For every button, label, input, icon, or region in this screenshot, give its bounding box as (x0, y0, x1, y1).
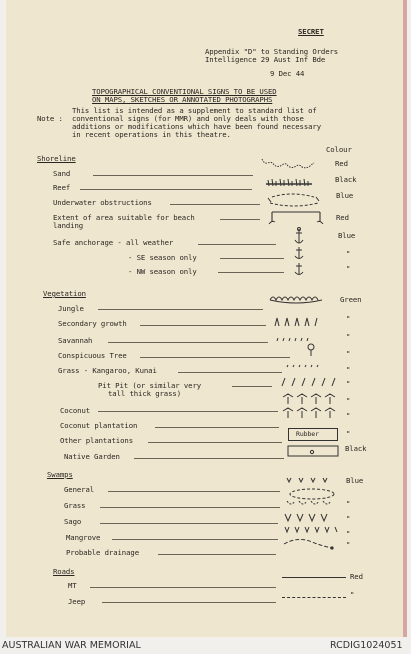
leader-line (108, 342, 268, 343)
leader-line (170, 204, 260, 205)
leader-line (148, 442, 282, 443)
leader-line (112, 539, 278, 540)
coconut-plantation-symbol (282, 406, 342, 420)
jeep-road-symbol (282, 597, 346, 598)
plantation-symbol-text: Rubber (296, 430, 319, 438)
sand-symbol (260, 155, 316, 169)
mt-road-symbol (282, 577, 346, 578)
colour-value: " (346, 349, 351, 358)
colour-value: Red (350, 572, 363, 581)
leader-line (102, 602, 276, 603)
colour-value: " (346, 396, 351, 405)
note-line4: in recent operations in this theatre. (72, 130, 231, 139)
classification: SECRET (298, 27, 324, 36)
note-line3: additions or modifications which have been found necessary (72, 122, 322, 131)
leader-line (90, 587, 276, 588)
colour-heading: Colour (326, 145, 352, 154)
colour-value: " (346, 249, 351, 258)
shoreline-heading: Shoreline (37, 154, 76, 163)
leader-line (232, 386, 272, 387)
anchor-nw-symbol (292, 260, 306, 278)
item-label: Savannah (58, 336, 93, 345)
footer-source: AUSTRALIAN WAR MEMORIAL (2, 640, 141, 651)
sago-symbol (282, 510, 338, 524)
leader-line (220, 258, 284, 259)
colour-value: " (346, 429, 351, 438)
item-label: Safe anchorage - all weather (53, 238, 174, 247)
conspicuous-tree-symbol (304, 342, 318, 358)
item-label: Probable drainage (66, 548, 139, 557)
item-label: Mangrove (66, 533, 101, 542)
leader-line (80, 189, 252, 190)
colour-value: " (346, 379, 351, 388)
leader-line (100, 523, 278, 524)
colour-value: " (346, 314, 351, 323)
item-label: MT (68, 581, 77, 590)
item-label: Secondary growth (58, 319, 127, 328)
grass-symbol (284, 358, 320, 370)
item-label: Sand (53, 169, 71, 178)
leader-line (178, 372, 282, 373)
colour-value: Blue (336, 191, 354, 200)
leader-line (140, 357, 290, 358)
item-label: Sago (64, 517, 82, 526)
item-label: Jeep (68, 597, 86, 606)
leader-line (198, 244, 276, 245)
reef-symbol (264, 176, 314, 190)
document-date: 9 Dec 44 (270, 69, 305, 78)
item-label: Extent of area suitable for beach (53, 213, 195, 222)
colour-value: Red (336, 213, 349, 222)
note-label: Note : (37, 114, 63, 123)
coconut-symbol (282, 392, 338, 406)
colour-value: " (350, 590, 355, 599)
colour-value: " (346, 365, 351, 374)
leader-line (220, 219, 260, 220)
leader-line (155, 427, 279, 428)
jungle-symbol (268, 290, 324, 306)
item-label: Native Garden (64, 452, 120, 461)
colour-value: Red (335, 159, 348, 168)
leader-line (218, 272, 284, 273)
leader-line (98, 411, 278, 412)
item-label: Grass (64, 501, 86, 510)
item-label: Coconut plantation (60, 421, 138, 430)
probable-drainage-symbol (282, 536, 338, 552)
item-label: Conspicuous Tree (58, 351, 127, 360)
leader-line (158, 554, 276, 555)
vegetation-heading: Vegetation (43, 289, 86, 298)
item-label-cont: landing (53, 221, 84, 230)
appendix-line2: Intelligence 29 Aust Inf Bde (205, 55, 326, 64)
leader-line (93, 175, 253, 176)
item-label-cont: tall thick grass) (108, 389, 181, 398)
note-line2: conventional signs (for MMR) and only deals with those (72, 114, 304, 123)
item-label: Reef (53, 183, 71, 192)
page-edge (403, 0, 407, 637)
item-label: Underwater obstructions (53, 198, 152, 207)
leader-line (100, 507, 280, 508)
beach-landing-symbol (266, 208, 326, 228)
roads-heading: Roads (53, 567, 75, 576)
swamps-heading: Swamps (47, 470, 73, 479)
colour-value: " (346, 264, 351, 273)
leader-line (98, 309, 263, 310)
leader-line (108, 491, 280, 492)
mangrove-symbol (282, 524, 342, 536)
item-label: Coconut (60, 406, 91, 415)
item-label: Pit Pit (or similar very (98, 381, 202, 390)
colour-value: " (346, 540, 351, 549)
colour-value: " (346, 529, 351, 538)
item-label: - SE season only (128, 253, 197, 262)
native-garden-symbol (286, 444, 342, 458)
colour-value: " (346, 332, 351, 341)
pit-pit-symbol (278, 374, 338, 388)
title-line1: TOPOGRAPHICAL CONVENTIONAL SIGNS TO BE USED (92, 87, 277, 96)
leader-line (134, 458, 284, 459)
colour-value: Black (345, 444, 367, 453)
item-label: - NW season only (128, 267, 197, 276)
colour-value: Blue (346, 476, 364, 485)
item-label: Jungle (58, 304, 84, 313)
footer-id: RCDIG1024051 (330, 640, 403, 651)
colour-value: Black (335, 175, 357, 184)
colour-value: " (346, 499, 351, 508)
title-line2: ON MAPS, SKETCHES OR ANNOTATED PHOTOGRAPHS (92, 95, 273, 104)
item-label: General (64, 485, 95, 494)
colour-value: " (346, 514, 351, 523)
item-label: Other plantations (60, 436, 133, 445)
colour-value: " (346, 411, 351, 420)
swamp-grass-symbol (284, 498, 340, 510)
secondary-growth-symbol (272, 314, 322, 328)
leader-line (140, 325, 266, 326)
note-line1: This list is intended as a supplement to standard list of (72, 106, 317, 115)
colour-value: Blue (338, 231, 356, 240)
item-label: Grass - Kangaroo, Kunai (58, 366, 157, 375)
colour-value: Green (340, 295, 362, 304)
appendix-line1: Appendix "D" to Standing Orders (205, 47, 339, 56)
